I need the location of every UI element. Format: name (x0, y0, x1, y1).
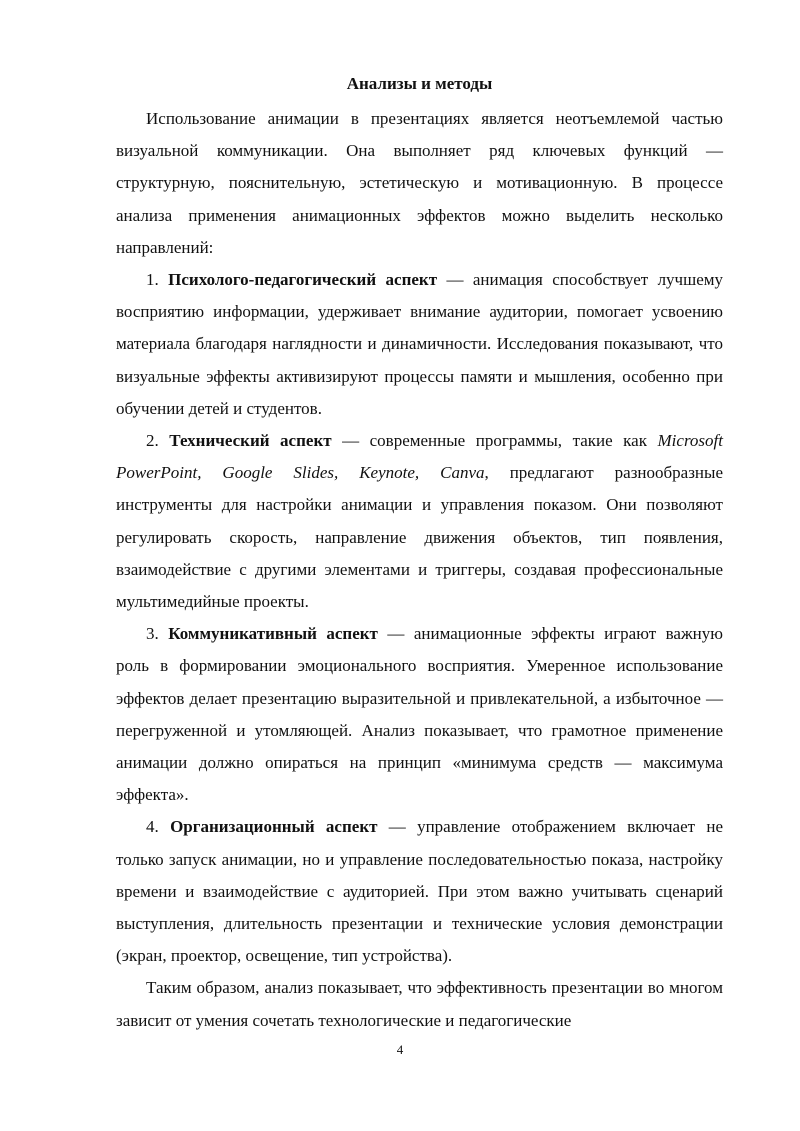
page-number: 4 (396, 1042, 404, 1057)
page-title: Анализы и методы (346, 74, 493, 93)
software-list: Microsoft PowerPoint, Google Slides, Keynote, Canva (116, 431, 723, 483)
item-number: 4. (146, 817, 159, 837)
intro-paragraph: Использование анимации в презентациях является неотъемлемой частью визуальной коммуникации. Она выполняет ряд ключевых функций — структурную, пояснительную, эстетическую и мотивационную. В процессе анализа применения анимационных эффектов можно выделить несколько направлений: (116, 109, 723, 257)
item-text: — анимация способствует лучшему восприятию информации, удерживает внимание аудитории, помогает усвоению материала благодаря наглядности и динамичности. Исследования показывают, что визуальные эффекты активизируют процессы памяти и мышления, особенно при обучении детей и студентов. (116, 270, 723, 418)
item-text: — анимационные эффекты играют важную роль в формировании эмоционального восприятия. Умеренное использование эффектов делает презентацию выразительной и привлекательной, а избыточное — перегруженной и утомляющей. Анализ показывает, что грамотное применение анимации должно опираться на принцип «минимума средств — максимума эффекта». (116, 624, 723, 805)
list-item-psychological (116, 264, 723, 425)
list-item-technical (116, 425, 723, 618)
list-item-organizational (116, 811, 723, 972)
list-item-communicative (116, 618, 723, 811)
conclusion-paragraph: Таким образом, анализ показывает, что эффективность презентации во многом зависит от умения сочетать технологические и педагогические (116, 978, 723, 1030)
item-heading: Технический аспект (169, 431, 332, 451)
item-number: 2. (146, 431, 159, 451)
item-text: — управление отображением включает не только запуск анимации, но и управление последовательностью показа, настройку времени и взаимодействие с аудиторией. При этом важно учитывать сценарий выступления, длительность презентации и технические условия демонстрации (экран, проектор, освещение, тип устройства). (116, 817, 723, 966)
item-number: 1. (146, 270, 159, 290)
item-text-after: , предлагают разнообразные инструменты для настройки анимации и управления показом. Они позволяют регулировать скорость, направление движения объектов, тип появления, взаимодействие с другими элементами и триггеры, создавая профессиональные мультимедийные проекты. (116, 463, 723, 612)
item-heading: Организационный аспект (170, 817, 378, 837)
item-text-before: — современные программы, такие как (331, 431, 658, 451)
item-heading: Коммуникативный аспект (168, 624, 378, 644)
item-number: 3. (146, 624, 159, 644)
item-heading: Психолого-педагогический аспект (168, 270, 438, 290)
